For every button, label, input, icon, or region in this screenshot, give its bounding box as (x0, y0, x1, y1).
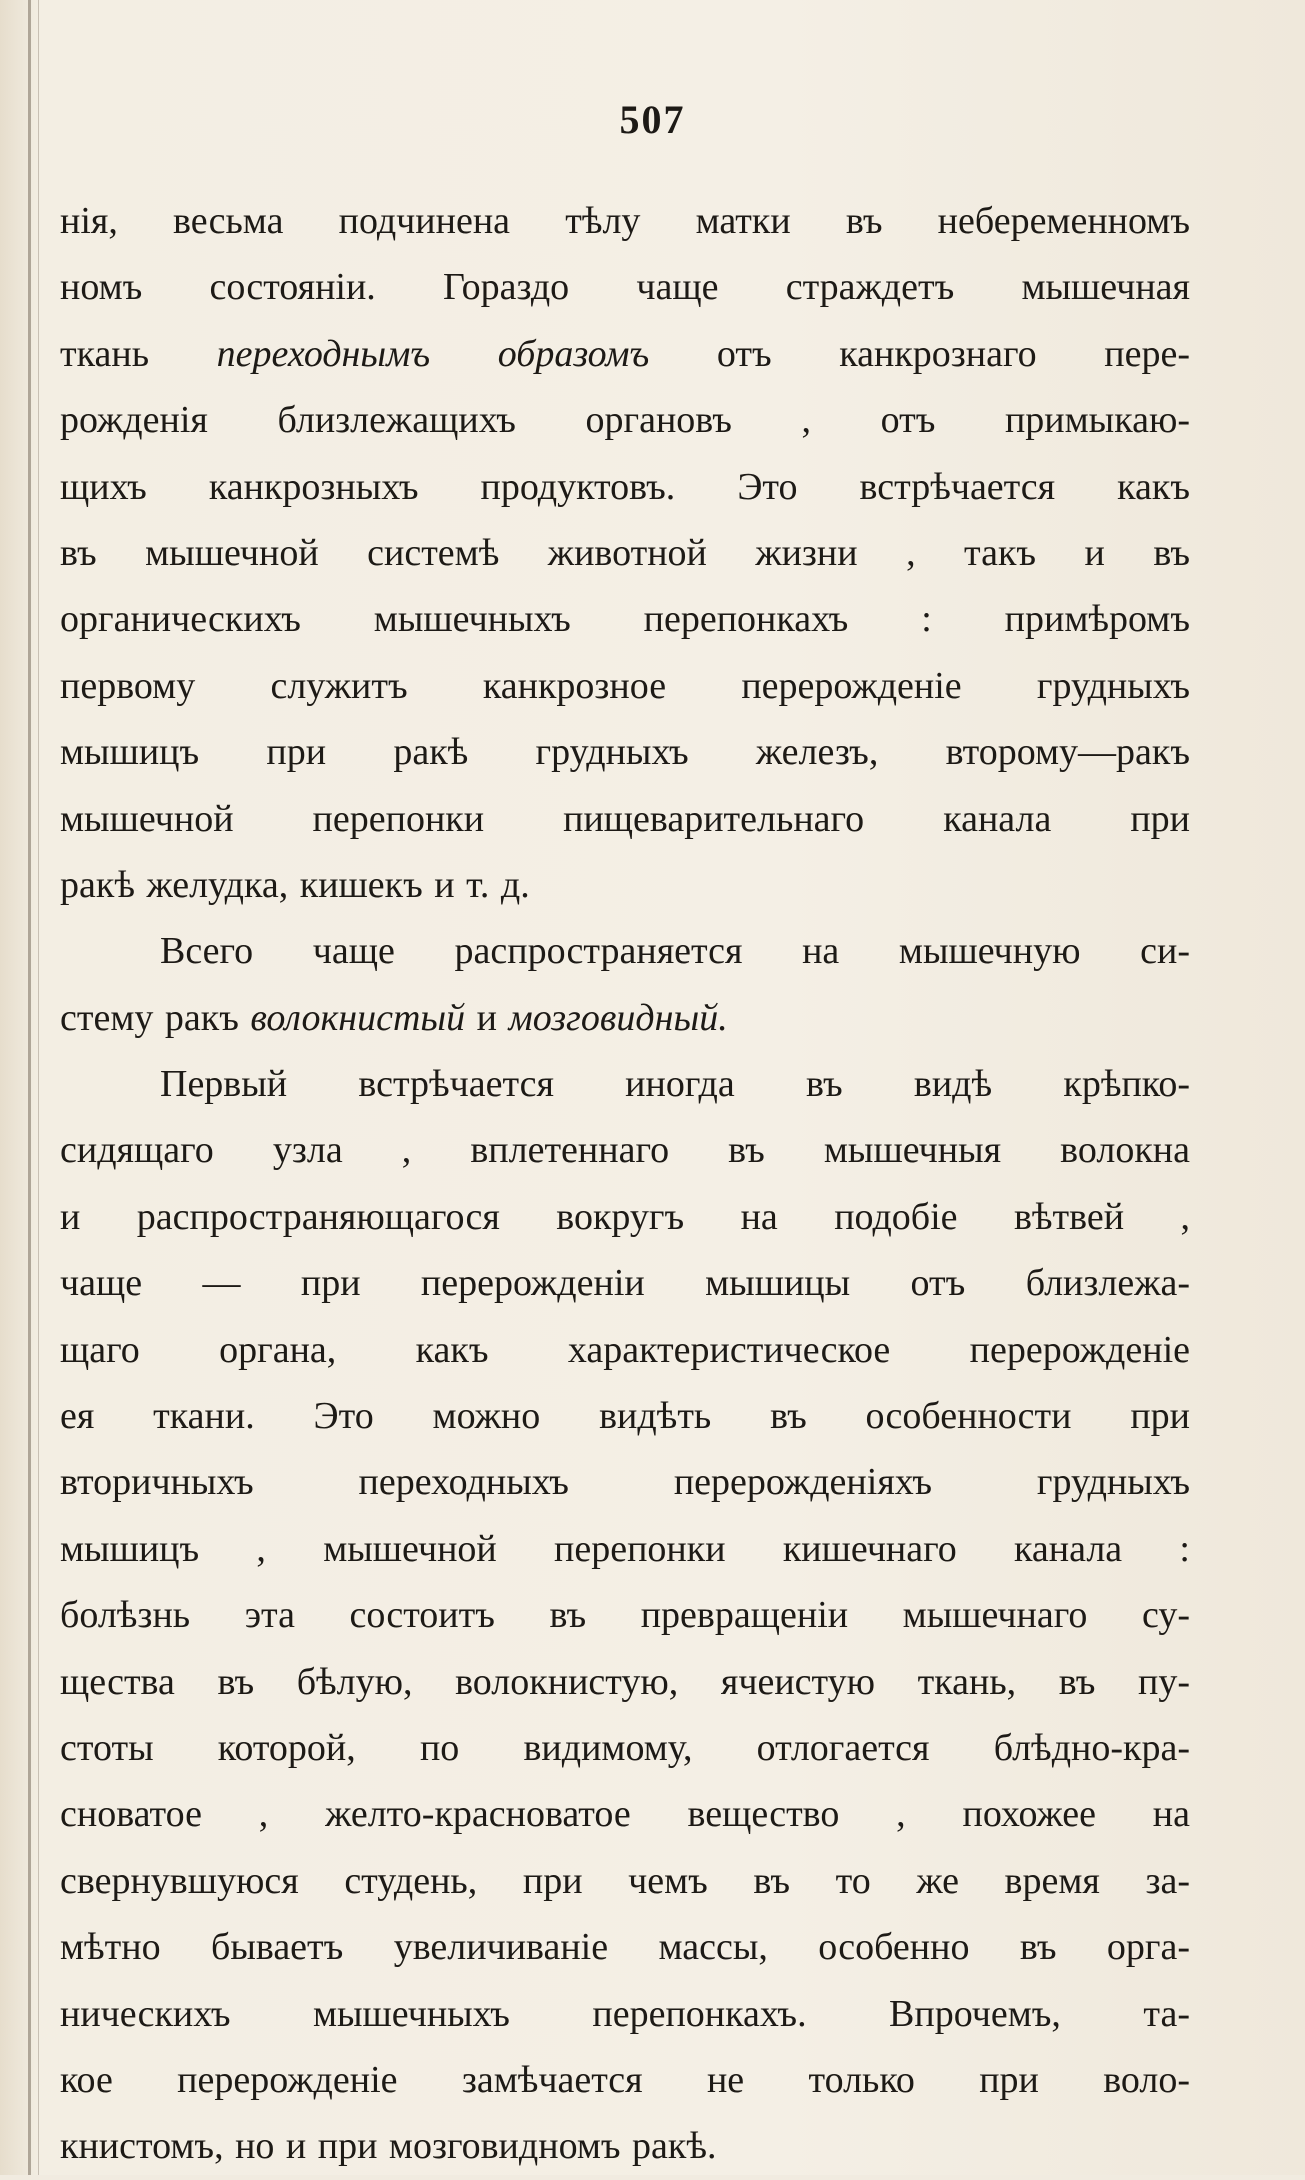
text-line (60, 2047, 1190, 2113)
text-run: щаго органа, какъ характеристическое перерожденіе (60, 1328, 1190, 1371)
text-run: чаще — при перерожденіи мышицы отъ близлежа- (60, 1262, 1190, 1305)
text-line (60, 1914, 1190, 1980)
text-run: органическихъ мышечныхъ перепонкахъ : примѣромъ (60, 598, 1190, 641)
text-run: отъ канкрознаго пере- (649, 332, 1190, 375)
paragraph (60, 188, 1190, 918)
text-line (60, 1449, 1190, 1515)
text-line (60, 1848, 1190, 1914)
text-run: ническихъ мышечныхъ перепонкахъ. Впрочемъ, та- (60, 1992, 1190, 2035)
text-run: въ мышечной системѣ животной жизни , такъ и въ (60, 531, 1190, 574)
text-line (60, 586, 1190, 652)
text-line (60, 653, 1190, 719)
text-run: первому служитъ канкрозное перерожденіе грудныхъ (60, 664, 1190, 707)
text-line (60, 1582, 1190, 1648)
text-line (60, 1184, 1190, 1250)
text-line (60, 1981, 1190, 2047)
text-run: Первый встрѣчается иногда въ видѣ крѣпко- (160, 1063, 1190, 1106)
text-run: мѣтно бываетъ увеличиваніе массы, особенно въ орга- (60, 1926, 1190, 1969)
text-line (60, 985, 1190, 1051)
text-run: и (465, 996, 509, 1039)
paragraph (60, 918, 1190, 1051)
text-run: и распространяющагося вокругъ на подобіе вѣтвей , (60, 1195, 1190, 1238)
text-run: болѣзнь эта состоитъ въ превращеніи мышечнаго су- (60, 1594, 1190, 1637)
text-run: книстомъ, но и при мозговидномъ ракѣ. (60, 2125, 717, 2168)
text-run: свернувшуюся студень, при чемъ въ то же время за- (60, 1859, 1190, 1902)
text-line (60, 1781, 1190, 1847)
text-run: ткань (60, 332, 217, 375)
page-number: 507 (619, 97, 686, 142)
text-run: кое перерожденіе замѣчается не только при воло- (60, 2058, 1190, 2101)
text-line (60, 852, 1190, 918)
text-run: мышечной перепонки пищеварительнаго канала при (60, 797, 1190, 840)
text-run: щихъ канкрозныхъ продуктовъ. Это встрѣчается какъ (60, 465, 1190, 508)
text-run: мышицъ , мышечной перепонки кишечнаго канала : (60, 1527, 1190, 1570)
text-line (60, 786, 1190, 852)
italic-run: волокнистый (250, 996, 466, 1039)
text-run: мышицъ при ракѣ грудныхъ железъ, второму—ракъ (60, 731, 1190, 774)
text-run: рожденія близлежащихъ органовъ , отъ примыкаю- (60, 399, 1190, 442)
italic-run: мозговидный. (508, 996, 728, 1039)
text-line (60, 1250, 1190, 1316)
text-run: номъ состояніи. Гораздо чаще страждетъ мышечная (60, 266, 1190, 309)
text-run: стоты которой, по видимому, отлогается блѣдно-кра- (60, 1726, 1190, 1769)
paragraph (60, 1051, 1190, 2180)
text-run: вторичныхъ переходныхъ перерожденіяхъ грудныхъ (60, 1461, 1190, 1504)
text-line (60, 719, 1190, 785)
text-line (60, 188, 1190, 254)
text-line (60, 2113, 1190, 2179)
text-run: сноватое , желто-красноватое вещество , похожее на (60, 1793, 1190, 1836)
text-run: ея ткани. Это можно видѣть въ особенности при (60, 1395, 1190, 1438)
text-run: стему ракъ (60, 996, 251, 1039)
text-run: ракѣ желудка, кишекъ и т. д. (60, 863, 530, 906)
body-text (60, 188, 1190, 2180)
text-line (60, 1383, 1190, 1449)
text-run: сидящаго узла , вплетеннаго въ мышечныя волокна (60, 1129, 1190, 1172)
text-line (60, 1117, 1190, 1183)
text-line (60, 1516, 1190, 1582)
text-line (60, 520, 1190, 586)
text-line (60, 254, 1190, 320)
text-line (60, 1715, 1190, 1781)
italic-run: переходнымъ образомъ (216, 332, 650, 375)
text-run: Всего чаще распространяется на мышечную си- (160, 930, 1190, 973)
text-line (60, 454, 1190, 520)
text-run: щества въ бѣлую, волокнистую, ячеистую ткань, въ пу- (60, 1660, 1190, 1703)
text-line (60, 1649, 1190, 1715)
text-line (60, 1051, 1190, 1117)
text-run: нія, весьма подчинена тѣлу матки въ небеременномъ (60, 200, 1190, 242)
text-line (60, 1317, 1190, 1383)
binding-edge-inner (38, 0, 39, 2175)
text-line (60, 918, 1190, 984)
text-line (60, 321, 1190, 387)
text-line (60, 387, 1190, 453)
binding-edge (28, 0, 31, 2175)
